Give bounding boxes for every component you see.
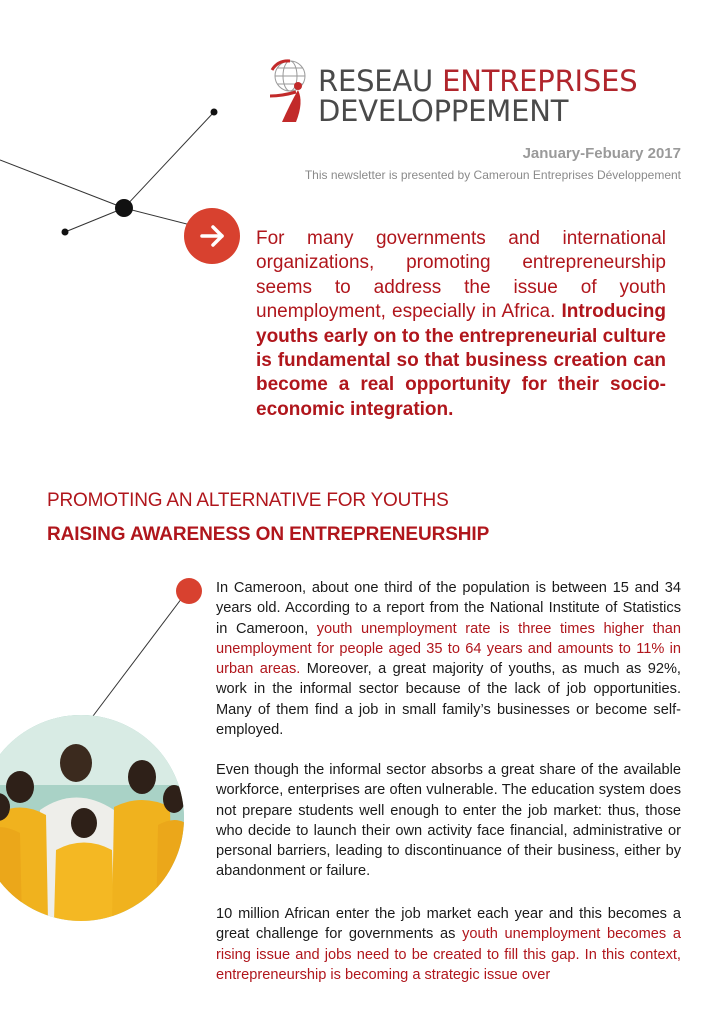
intro-bold-text: Introducing youths early on to the entrepreneurial culture is fundamental so that business creation can become a real opportunity for their socio-economic integration.: [256, 301, 666, 420]
paragraph-2: Even though the informal sector absorbs a great share of the available workforce, enterprises are often vulnerable. The education system does not prepare students well enough to enter the job market: thus, those who decide to launch their own activity face financial, administrative or personal barriers, leading to discontinuance of their business, either by abandonment or failure.: [216, 762, 681, 880]
logo-text-reseau: RESEAU: [318, 64, 443, 98]
logo-text-line2: DEVELOPPEMENT: [318, 94, 569, 128]
paragraph-1-text-b: Moreover, a great majority of youths, as much as 92%, work in the informal sector because of the lack of job opportunities. Many of them find a job in small family’s businesses or become self-employed.: [216, 661, 681, 739]
section-title: PROMOTING AN ALTERNATIVE FOR YOUTHS: [47, 490, 449, 511]
paragraph-1: [216, 578, 681, 740]
arrow-right-icon: [184, 208, 240, 264]
paragraph-3-highlight: youth unemployment becomes a rising issue and jobs need to be created to fill this gap. In this context, entrepreneurship is becoming a strategic issue over: [216, 926, 681, 983]
paragraph-3-text-a: 10 million African enter the job market each year and this becomes a great challenge for governments as: [216, 906, 681, 943]
youth-group-photo: [0, 715, 184, 921]
paragraph-1-highlight: youth unemployment rate is three times higher than unemployment for people aged 35 to 64 years and amounts to 11% in urban areas.: [216, 620, 681, 678]
presented-by-text: This newsletter is presented by Cameroun Entreprises Développement: [304, 168, 681, 182]
intro-statement: [256, 227, 666, 422]
paragraph-1-text-a: In Cameroon, about one third of the population is between 15 and 34 years old. According to a report from the National Institute of Statistics in Cameroon,: [216, 580, 681, 637]
logo-text-line1: [318, 66, 637, 96]
logo-text-entreprises: ENTREPRISES: [442, 64, 638, 98]
intro-text: For many governments and international organizations, promoting entrepreneurship seems to address the issue of youth unemployment, especially in Africa.: [256, 228, 666, 323]
issue-date: January-Febuary 2017: [522, 145, 681, 162]
section-dot: [176, 578, 202, 604]
section-subtitle: RAISING AWARENESS ON ENTREPRENEURSHIP: [47, 524, 490, 545]
paragraph-3: [216, 904, 681, 985]
logo-icon: [268, 56, 316, 126]
